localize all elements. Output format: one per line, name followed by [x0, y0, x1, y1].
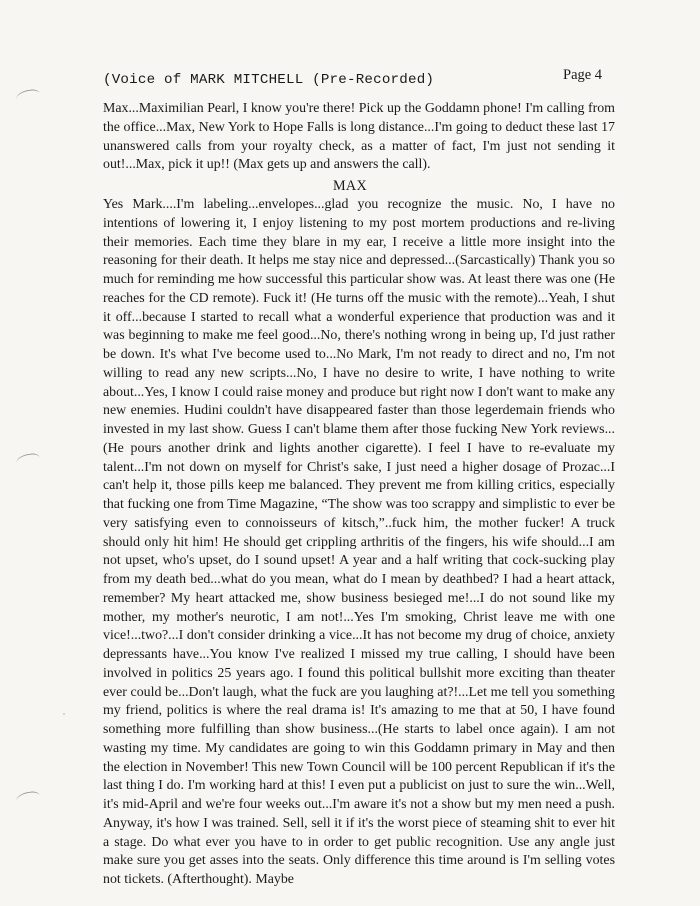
- page-number: Page 4: [563, 67, 603, 83]
- dialogue-paragraph: Yes Mark....I'm labeling...envelopes...glad you recognize the music. No, I have no intentions of lowering it, I enjoy listening to my post mortem productions and re-living their memories. Each time they blare in my ear, I receive a little more insight into the reasoning for their death. It helps me stay nice and depressed...(Sarcastically) Thank you so much for reminding me how successful this particular show was. At least there was one (He reaches for the CD remote). Fuck it! (He turns off the music with the remote)...Yeah, I shut it off...because I started to recall what a wonderful experience that production was and it was beginning to make me feel good...No, there's nothing wrong in being up, I'd just rather be down. It's what I've become used to...No Mark, I'm not ready to direct and no, I'm not willing to read any new scripts...No, I have no desire to write, I have nothing to write about...Yes, I know I could raise money and produce but right now I don't want to make any new enemies. Hudini couldn't have disappeared faster than those legerdemain friends who invested in my last show. Guess I can't blame them after those fucking New York reviews...(He pours another drink and lights another cigarette). I feel I have to re-evaluate my talent...I'm not down on myself for Christ's sake, I just need a higher dosage of Prozac...I can't help it, those pills keep me balanced. They prevent me from killing critics, especially that fucking one from Time Magazine, “The show was too scrappy and simplistic to ever be very satisfying even to connoisseurs of kitsch,”..fuck him, the mother fucker! A truck should only hit him! He should get crippling arthritis of the fingers, his wife should...I am not upset, who's upset, do I sound upset! A year and a half writing that cock-sucking play from my death bed...what do you mean, what do I mean by deathbed? I had a heart attack, remember? My heart attacked me, show business besieged me!...I do not sound like my mother, my mother's neurotic, I am not!...Yes I'm smoking, Christ leave me with one vice!...two?...I don't consider drinking a vice...It has not become my drug of choice, anxiety depressants have...You know I've realized I missed my true calling, I should have been involved in politics 25 years ago. I found this political bullshit more exciting than theater ever could be...Don't laugh, what the fuck are you laughing at?!...Let me tell you something my friend, politics is where the real drama is! It's amazing to me that at 50, I have found something more fulfilling than show business...(He starts to label once again). I am not wasting my time. My candidates are going to win this Goddamn primary in May and then the election in November! This new Town Council will be 100 percent Republican if it's the last thing I do. I'm working hard at this! I even put a publicist on just to sure the win...Well, it's mid-April and we're four weeks out...I'm aware it's not a show but my men need a push. Anyway, it's how I was trained. Sell, sell it if it's the worst piece of steaming shit to ever hit a stage. Do what ever you have to in order to get public recognition. Use any angle just make sure you get asses into the seats. Only difference this time around is I'm selling votes not tickets. (Afterthought). Maybe: [103, 197, 615, 887]
- voice-over-heading: (Voice of MARK MITCHELL (Pre-Recorded): [103, 72, 435, 88]
- character-name: MAX: [332, 178, 367, 194]
- binder-hole-mark: [15, 452, 41, 468]
- binder-hole-mark: [15, 88, 41, 104]
- paper-speck: [63, 713, 65, 715]
- voice-over-paragraph: Max...Maximilian Pearl, I know you're there! Pick up the Goddamn phone! I'm calling from the office...Max, New York to Hope Falls is long distance...I'm going to deduct these last 17 unanswered calls from your royalty check, as a matter of fact, I'm just not sending it out!...Max, pick it up!! (Max gets up and answers the call).: [103, 101, 615, 173]
- binder-hole-mark: [15, 790, 41, 806]
